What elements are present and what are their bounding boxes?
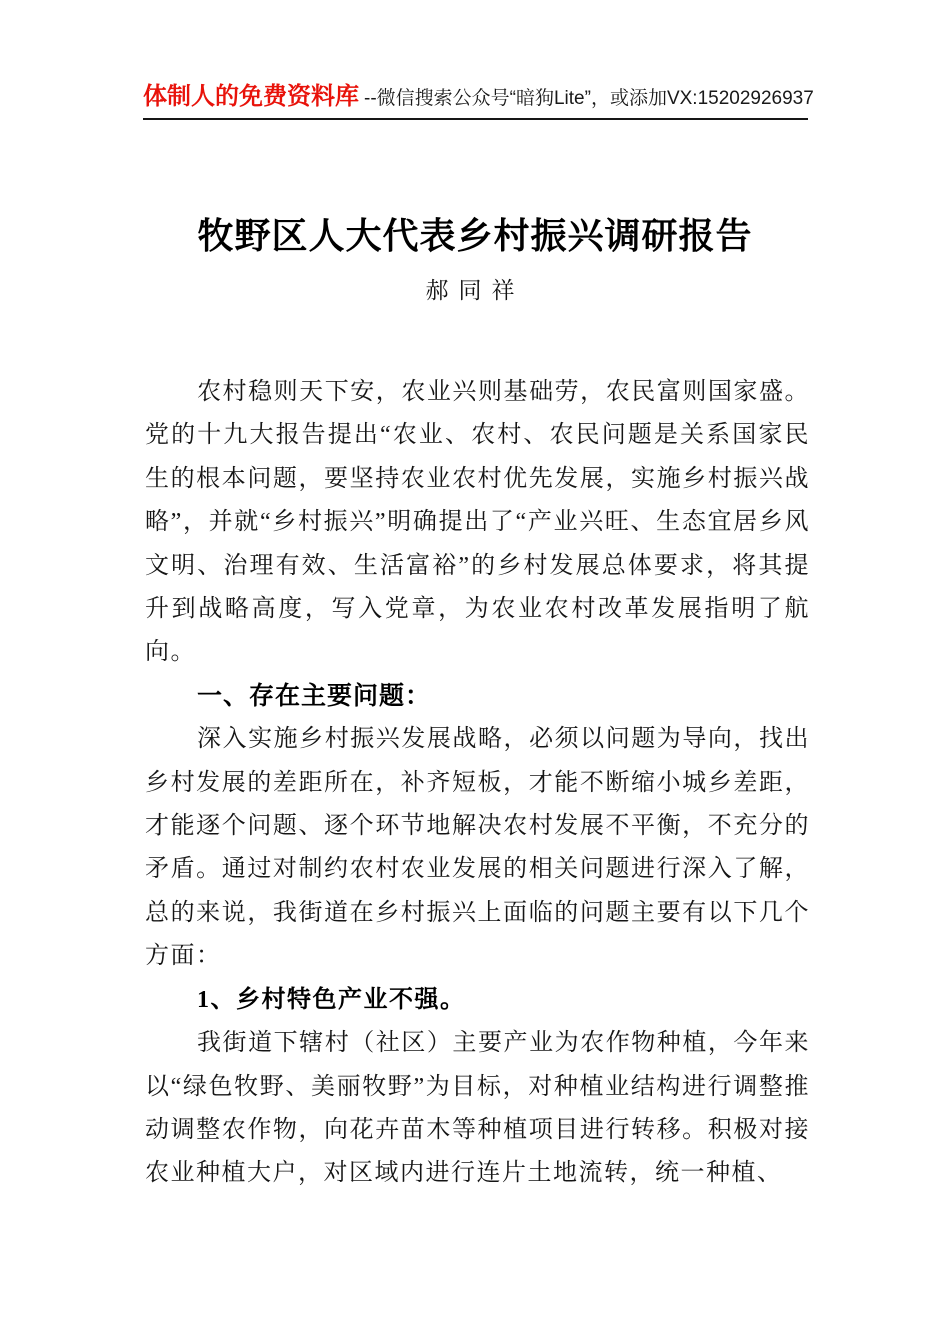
- document-body: [145, 371, 810, 1196]
- promo-brand-text: 体制人的免费资料库: [143, 83, 359, 110]
- subsection-heading-industry-weak: 1、乡村特色产业不强。: [197, 986, 466, 1013]
- document-author: 郝同祥: [425, 278, 525, 303]
- section-heading-main-problems: 一、存在主要问题：: [197, 681, 432, 710]
- paragraph-industry-detail: 我街道下辖村（社区）主要产业为农作物种植，今年来以“绿色牧野、美丽牧野”为目标，对种植业结构进行调整推动调整农作物，向花卉苗木等种植项目进行转移。积极对接农业种植大户，对区域内进行连片土地流转，统一种植、: [145, 1030, 810, 1187]
- promo-header: [143, 76, 814, 120]
- paragraph-intro: 农村稳则天下安，农业兴则基础劳，农民富则国家盛。党的十九大报告提出“农业、农村、农民问题是关系国家民生的根本问题，要坚持农业农村优先发展，实施乡村振兴战略”，并就“乡村振兴”明确提出了“产业兴旺、生态宜居乡风文明、治理有效、生活富裕”的乡村发展总体要求，将其提升到战略高度，写入党章，为农业农村改革发展指明了航向。: [145, 379, 810, 666]
- document-title: 牧野区人大代表乡村振兴调研报告: [197, 216, 753, 256]
- paragraph-problems-overview: 深入实施乡村振兴发展战略，必须以问题为导向，找出乡村发展的差距所在，补齐短板，才能不断缩小城乡差距，才能逐个问题、逐个环节地解决农村发展不平衡，不充分的矛盾。通过对制约农村农业发展的相关问题进行深入了解，总的来说，我街道在乡村振兴上面临的问题主要有以下几个方面：: [145, 726, 810, 970]
- promo-subtitle-text: --微信搜索公众号“暗狗Lite”，或添加VX:15202926937: [364, 88, 814, 109]
